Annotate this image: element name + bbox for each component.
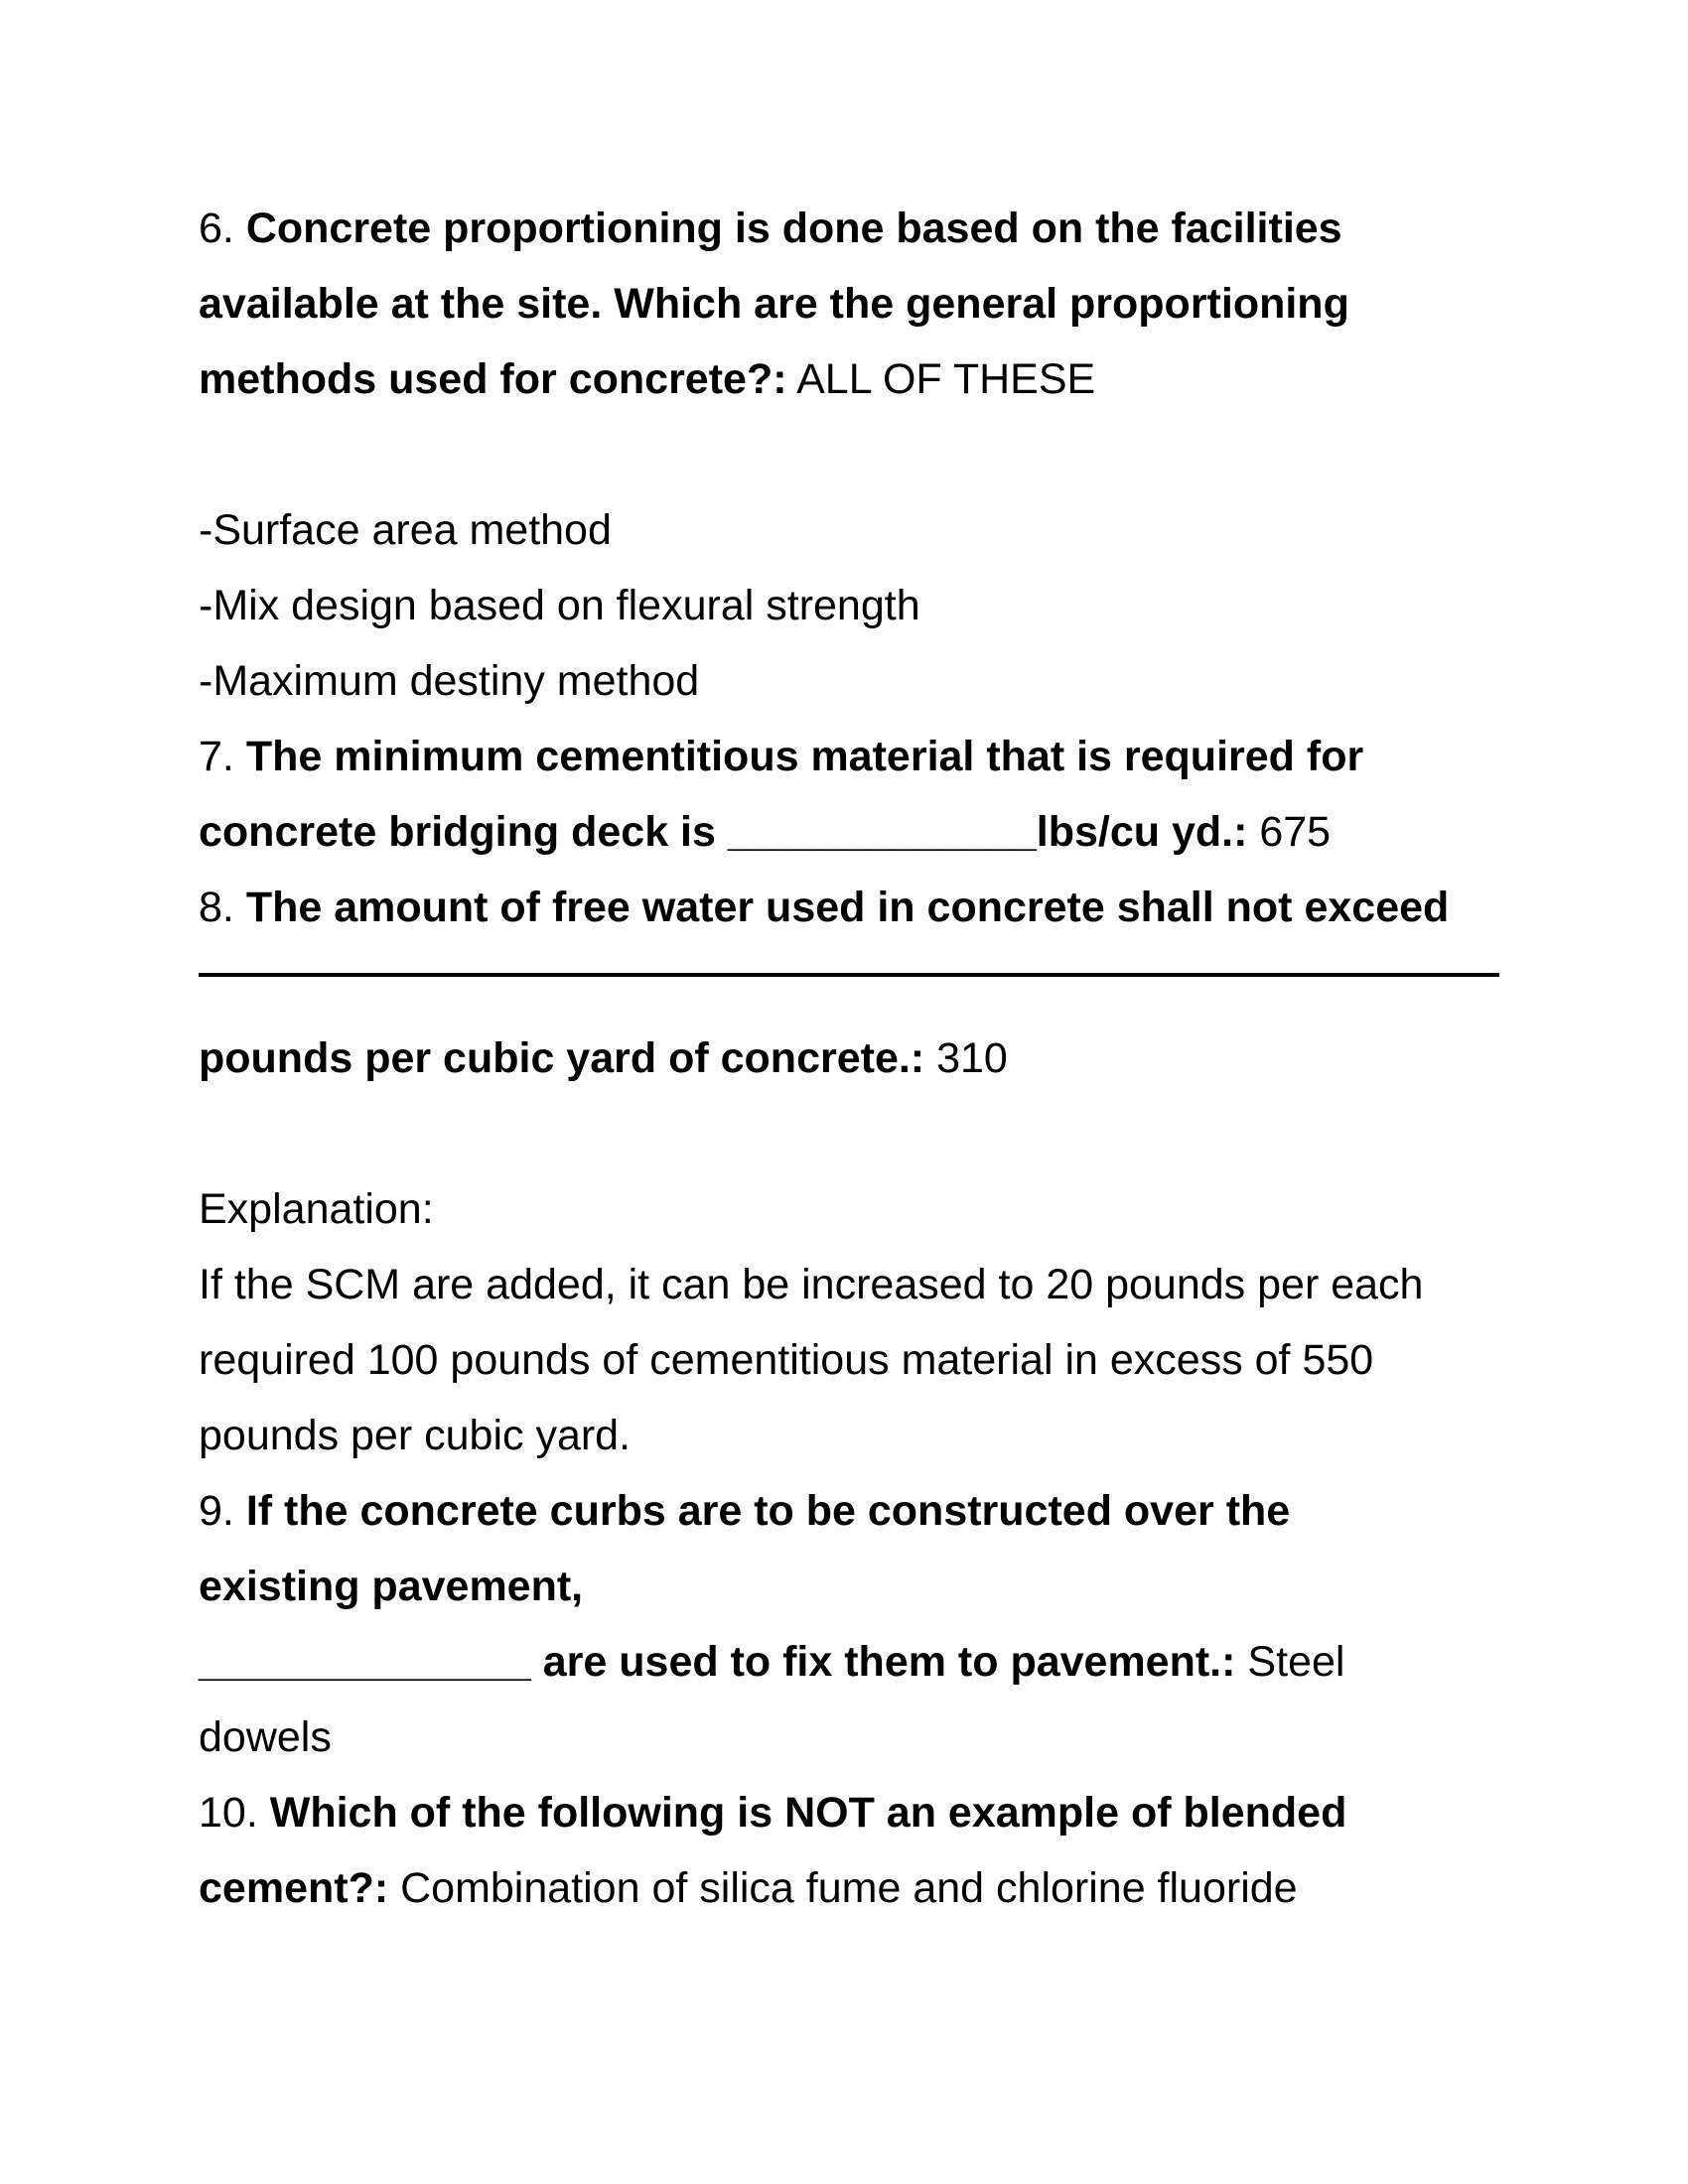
q9-line-1 bbox=[199, 1473, 1499, 1549]
q9-line-4 bbox=[199, 1700, 1499, 1775]
q10-answer: Combination of silica fume and chlorine fluoride bbox=[388, 1864, 1298, 1912]
spacer bbox=[199, 417, 1499, 492]
q6-item: -Surface area method bbox=[199, 506, 612, 554]
q7-number: 7. bbox=[199, 733, 246, 780]
q6-item: -Maximum destiny method bbox=[199, 657, 700, 705]
q9-question-part-1: If the concrete curbs are to be constructed over the bbox=[245, 1487, 1291, 1535]
q9-number: 9. bbox=[199, 1487, 246, 1535]
explanation-line: pounds per cubic yard. bbox=[199, 1412, 632, 1459]
explanation-label: Explanation: bbox=[199, 1185, 434, 1233]
q7-question-part-2: concrete bridging deck is _____________lbs/cu yd.: bbox=[199, 808, 1248, 856]
q8-blank-line bbox=[199, 945, 1499, 1021]
q8-question-part-2: pounds per cubic yard of concrete.: bbox=[199, 1034, 925, 1082]
fill-in-blank-rule bbox=[199, 973, 1499, 977]
q9-question-part-3: ______________ are used to fix them to pavement.: bbox=[199, 1638, 1236, 1686]
q6-line-1 bbox=[199, 191, 1499, 266]
q6-item: -Mix design based on flexural strength bbox=[199, 582, 920, 629]
document-page bbox=[199, 191, 1499, 1926]
q8-question-part-1: The amount of free water used in concrete shall not exceed bbox=[245, 884, 1450, 931]
explanation-line: If the SCM are added, it can be increased to 20 pounds per each bbox=[199, 1261, 1424, 1308]
q9-answer-part-2: dowels bbox=[199, 1713, 332, 1761]
spacer bbox=[199, 1096, 1499, 1171]
q6-question-part-2: available at the site. Which are the general proportioning bbox=[199, 280, 1349, 328]
q6-question-part-1: Concrete proportioning is done based on the facilities bbox=[245, 205, 1342, 252]
q10-line-2 bbox=[199, 1850, 1499, 1926]
q7-line-1 bbox=[199, 719, 1499, 794]
q6-line-3 bbox=[199, 341, 1499, 417]
q6-answer: ALL OF THESE bbox=[786, 355, 1096, 403]
q7-line-2 bbox=[199, 794, 1499, 870]
q7-answer: 675 bbox=[1247, 808, 1332, 856]
q6-line-2 bbox=[199, 266, 1499, 341]
q10-number: 10. bbox=[199, 1789, 270, 1837]
q8-line-3 bbox=[199, 1021, 1499, 1096]
q9-question-part-2: existing pavement, bbox=[199, 1563, 584, 1610]
q9-line-2 bbox=[199, 1549, 1499, 1624]
q6-question-part-3: methods used for concrete?: bbox=[199, 355, 787, 403]
q10-question-part-1: Which of the following is NOT an example of blended bbox=[269, 1789, 1347, 1837]
explanation-line: required 100 pounds of cementitious material in excess of 550 bbox=[199, 1336, 1374, 1384]
q9-line-3 bbox=[199, 1624, 1499, 1700]
q10-line-1 bbox=[199, 1775, 1499, 1850]
q6-number: 6. bbox=[199, 205, 246, 252]
q8-number: 8. bbox=[199, 884, 246, 931]
q9-answer-part-1: Steel bbox=[1235, 1638, 1345, 1686]
q8-answer: 310 bbox=[924, 1034, 1008, 1082]
q8-line-1 bbox=[199, 870, 1499, 945]
q10-question-part-2: cement?: bbox=[199, 1864, 389, 1912]
q7-question-part-1: The minimum cementitious material that is required for bbox=[245, 733, 1364, 780]
